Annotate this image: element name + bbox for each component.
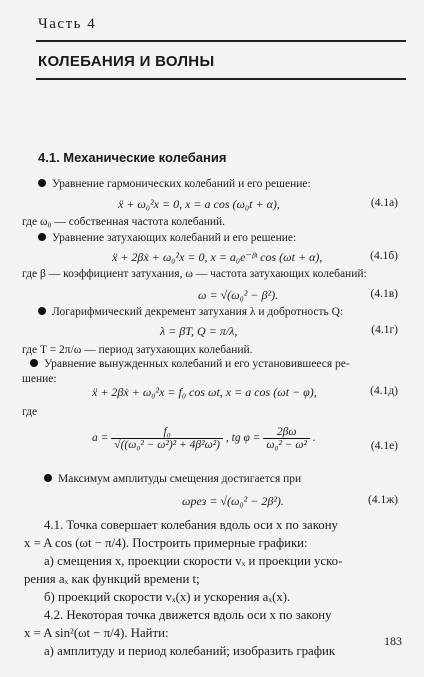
- theory-line-3: Уравнение затухающих колебаний и его решение:: [38, 232, 296, 244]
- theory-line-7: Уравнение вынужденных колебаний и его установившееся ре-: [30, 358, 350, 370]
- problem-line: а) амплитуду и период колебаний; изобразить график: [44, 644, 336, 658]
- section-title: 4.1. Механические колебания: [38, 150, 227, 165]
- equation-4-1v: ω = √(ω₀² − β²).: [198, 288, 279, 302]
- theory-line-2: где ω₀ — собственная частота колебаний.: [22, 216, 226, 228]
- equation-4-1b: ẍ + 2βẋ + ω₀²x = 0, x = a₀e⁻ᵝᵗ cos (ωt + α),: [112, 250, 323, 264]
- equation-4-1a: ẍ + ω₀²x = 0, x = a cos (ω₀t + α),: [118, 197, 280, 211]
- theory-line-8: шение:: [22, 373, 57, 385]
- theory-line-9: где: [22, 406, 38, 418]
- theory-line-10: Максимум амплитуды смещения достигается при: [44, 473, 301, 485]
- problem-line: x = A sin²(ωt − π/4). Найти:: [24, 626, 169, 640]
- amplitude-fraction: $\frac{\text{f₀}}{\text{√((ω₀² − ω²)² + 4β²ω²)}}$: [111, 426, 223, 451]
- bullet-icon: [44, 474, 52, 482]
- chapter-rule: [36, 78, 406, 80]
- problem-line: б) проекций скорости vₓ(x) и ускорения aₓ(x).: [44, 590, 291, 604]
- theory-line-1: Уравнение гармонических колебаний и его решение:: [38, 178, 311, 190]
- problem-line: а) смещения x, проекции скорости vₓ и проекции уско-: [44, 554, 343, 568]
- bullet-icon: [38, 179, 46, 187]
- equation-4-1g: λ = βT, Q = π/λ,: [160, 324, 238, 338]
- problem-line: 4.1. Точка совершает колебания вдоль оси x по закону: [44, 518, 338, 532]
- equation-number: (4.1е): [370, 440, 398, 452]
- equation-4-1e: a = $\frac{\text{f₀}}{\text{√((ω₀² − ω²)² + 4β²ω²)}}$ , tg φ = $\frac{2\beta\omega}{\text{ω₀² − ω²}}$ .: [92, 426, 316, 451]
- problem-line: x = A cos (ωt − π/4). Построить примерные графики:: [24, 536, 308, 550]
- theory-line-4: где β — коэффициент затухания, ω — частота затухающих колебаний:: [22, 268, 367, 280]
- equation-number: (4.1д): [370, 385, 398, 397]
- problem-line: рения aₓ как функций времени t;: [24, 572, 200, 586]
- equation-number: (4.1г): [371, 324, 398, 336]
- equation-number: (4.1ж): [368, 494, 398, 506]
- problem-line: 4.2. Некоторая точка движется вдоль оси x по закону: [44, 608, 332, 622]
- chapter-title: КОЛЕБАНИЯ И ВОЛНЫ: [38, 53, 215, 70]
- equation-4-1d: ẍ + 2βẋ + ω₀²x = f₀ cos ωt, x = a cos (ωt − φ),: [92, 385, 317, 399]
- equation-number: (4.1в): [370, 288, 398, 300]
- equation-number: (4.1б): [370, 250, 398, 262]
- bullet-icon: [38, 307, 46, 315]
- phase-fraction: $\frac{2\beta\omega}{\text{ω₀² − ω²}}$: [263, 426, 310, 451]
- equation-4-1zh: ωрез = √(ω₀² − 2β²).: [182, 494, 284, 508]
- theory-line-5: Логарифмический декремент затухания λ и добротность Q:: [38, 306, 343, 318]
- header-rule: [36, 40, 406, 42]
- part-label: Часть 4: [38, 16, 97, 32]
- page-number: 183: [384, 634, 402, 648]
- theory-line-6: где T = 2π/ω — период затухающих колебаний.: [22, 344, 253, 356]
- bullet-icon: [30, 359, 38, 367]
- equation-number: (4.1а): [370, 197, 398, 209]
- bullet-icon: [38, 233, 46, 241]
